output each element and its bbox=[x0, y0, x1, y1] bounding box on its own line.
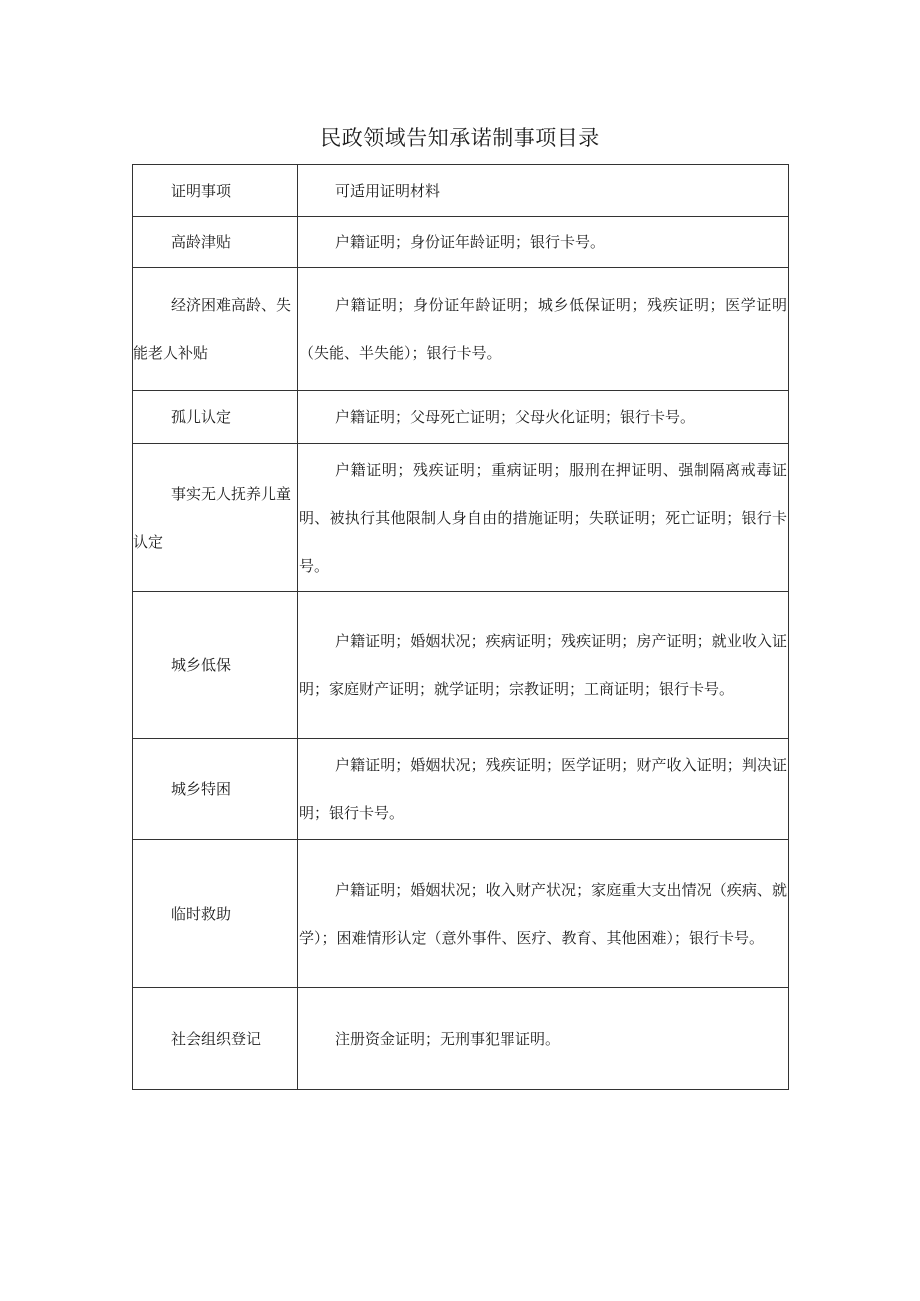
materials-cell bbox=[298, 268, 789, 391]
item-name: 城乡低保 bbox=[171, 656, 232, 674]
table-row bbox=[133, 268, 789, 391]
materials-cell bbox=[298, 739, 789, 840]
item-cell bbox=[133, 391, 298, 444]
item-cell bbox=[133, 268, 298, 391]
item-cell bbox=[133, 840, 298, 988]
materials-cell bbox=[298, 444, 789, 592]
item-materials: 户籍证明；父母死亡证明；父母火化证明；银行卡号。 bbox=[335, 408, 696, 426]
item-cell bbox=[133, 217, 298, 268]
item-name: 高龄津贴 bbox=[171, 233, 232, 251]
table-header-row bbox=[133, 165, 789, 217]
header-cell-item bbox=[133, 165, 298, 217]
item-cell bbox=[133, 592, 298, 739]
item-cell bbox=[133, 739, 298, 840]
item-materials: 户籍证明；婚姻状况；疾病证明；残疾证明；房产证明；就业收入证明；家庭财产证明；就学证明；宗教证明；工商证明；银行卡号。 bbox=[299, 632, 787, 698]
catalog-table bbox=[132, 164, 789, 1090]
materials-cell bbox=[298, 988, 789, 1090]
materials-cell bbox=[298, 592, 789, 739]
page-title: 民政领域告知承诺制事项目录 bbox=[320, 126, 600, 150]
header-item-label: 证明事项 bbox=[171, 181, 232, 200]
item-name: 临时救助 bbox=[171, 904, 232, 923]
table-row bbox=[133, 391, 789, 444]
table-row bbox=[133, 217, 789, 268]
item-cell bbox=[133, 988, 298, 1090]
materials-cell bbox=[298, 217, 789, 268]
table-row bbox=[133, 988, 789, 1090]
table-row bbox=[133, 840, 789, 988]
table-row bbox=[133, 739, 789, 840]
item-name: 社会组织登记 bbox=[171, 1029, 262, 1048]
table-row bbox=[133, 444, 789, 592]
materials-cell bbox=[298, 840, 789, 988]
item-cell bbox=[133, 444, 298, 592]
item-materials: 注册资金证明；无刑事犯罪证明。 bbox=[335, 1029, 561, 1048]
item-materials: 户籍证明；身份证年龄证明；银行卡号。 bbox=[335, 233, 606, 251]
table-row bbox=[133, 592, 789, 739]
item-materials: 户籍证明；身份证年龄证明；城乡低保证明；残疾证明；医学证明（失能、半失能）；银行卡号。 bbox=[299, 296, 787, 362]
item-materials: 户籍证明；婚姻状况；收入财产状况；家庭重大支出情况（疾病、就学）；困难情形认定（意外事件、医疗、教育、其他困难）；银行卡号。 bbox=[299, 880, 787, 947]
item-materials: 户籍证明；残疾证明；重病证明；服刑在押证明、强制隔离戒毒证明、被执行其他限制人身自由的措施证明；失联证明；死亡证明；银行卡号。 bbox=[299, 460, 787, 575]
header-cell-materials bbox=[298, 165, 789, 217]
header-materials-label: 可适用证明材料 bbox=[335, 181, 441, 200]
item-name: 经济困难高龄、失能老人补贴 bbox=[133, 296, 292, 362]
materials-cell bbox=[298, 391, 789, 444]
item-name: 孤儿认定 bbox=[171, 408, 232, 426]
item-materials: 户籍证明；婚姻状况；残疾证明；医学证明；财产收入证明；判决证明；银行卡号。 bbox=[299, 756, 787, 822]
item-name: 城乡特困 bbox=[171, 780, 232, 798]
item-name: 事实无人抚养儿童认定 bbox=[133, 484, 292, 551]
